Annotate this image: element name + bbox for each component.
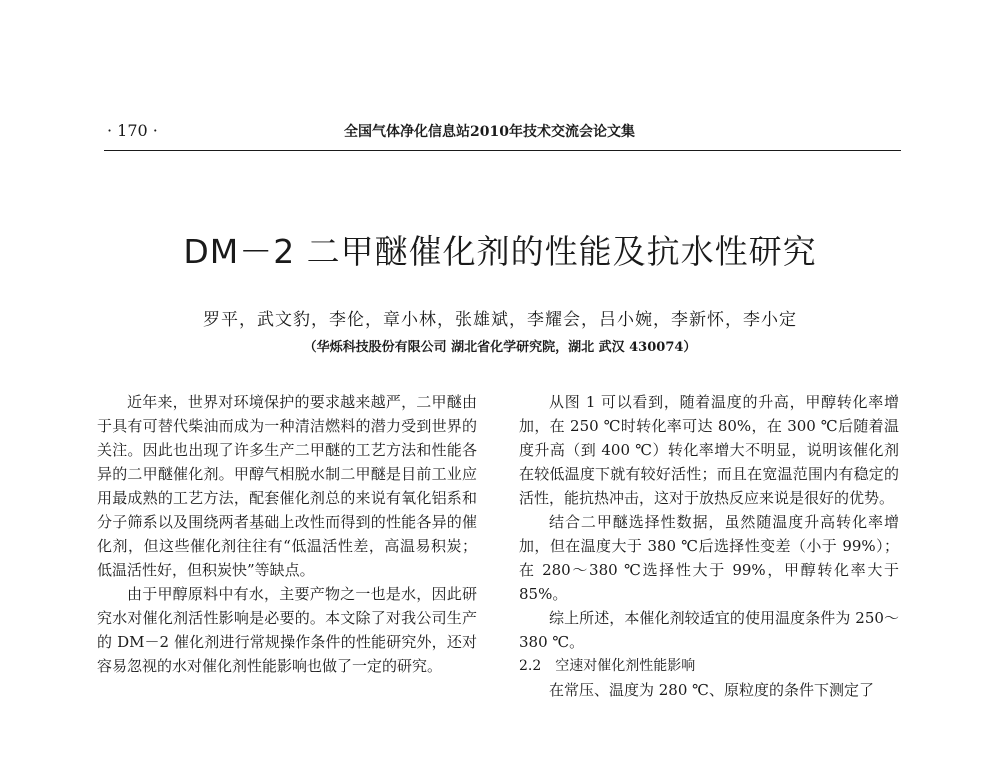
header-divider: [104, 150, 901, 151]
section-heading: 2.2 空速对催化剂性能影响: [519, 658, 696, 674]
author-list: 罗平，武文豹，李伦，章小林，张雄斌，李耀会，吕小婉，李新怀，李小定: [203, 310, 797, 330]
page-number: · 170 ·: [107, 121, 158, 140]
affiliation: （华烁科技股份有限公司 湖北省化学研究院，湖北 武汉 430074）: [303, 340, 697, 355]
paragraph: 近年来，世界对环境保护的要求越来越严，二甲醚由于具有可替代柴油而成为一种清洁燃料的潜力受到世界的关注。因此也出现了许多生产二甲醚的工艺方法和性能各异的二甲醚催化剂。甲醇气相脱水制二甲醚是目前工业应用最成熟的工艺方法，配套催化剂总的来说有氧化铝系和分子筛系以及围绕两者基础上改性而得到的性能各异的催化剂，但这些催化剂往往有“低温活性差，高温易积炭；低温活性好，但积炭快”等缺点。: [97, 393, 477, 579]
paragraph: 在常压、温度为 280 ℃、原粒度的条件下测定了: [549, 681, 874, 699]
left-column: [97, 390, 477, 678]
running-header: 全国气体净化信息站2010年技术交流会论文集: [344, 124, 635, 140]
article-title: DM－2 二甲醚催化剂的性能及抗水性研究: [183, 232, 817, 271]
right-column: [519, 390, 899, 702]
paragraph: 综上所述，本催化剂较适宜的使用温度条件为 250～380 ℃。: [519, 609, 899, 651]
paragraph: 结合二甲醚选择性数据，虽然随温度升高转化率增加，但在温度大于 380 ℃后选择性变差（小于 99%）；在 280～380 ℃选择性大于 99%，甲醇转化率大于 85%。: [519, 513, 899, 603]
paragraph: 由于甲醇原料中有水，主要产物之一也是水，因此研究水对催化剂活性影响是必要的。本文除了对我公司生产的 DM－2 催化剂进行常规操作条件的性能研究外，还对容易忽视的水对催化剂性能影响也做了一定的研究。: [97, 585, 477, 675]
paragraph: 从图 1 可以看到，随着温度的升高，甲醇转化率增加，在 250 ℃时转化率可达 80%，在 300 ℃后随着温度升高（到 400 ℃）转化率增大不明显，说明该催化剂在较低温度下就有较好活性；而且在宽温范围内有稳定的活性，能抗热冲击，这对于放热反应来说是很好的优势。: [519, 393, 899, 507]
